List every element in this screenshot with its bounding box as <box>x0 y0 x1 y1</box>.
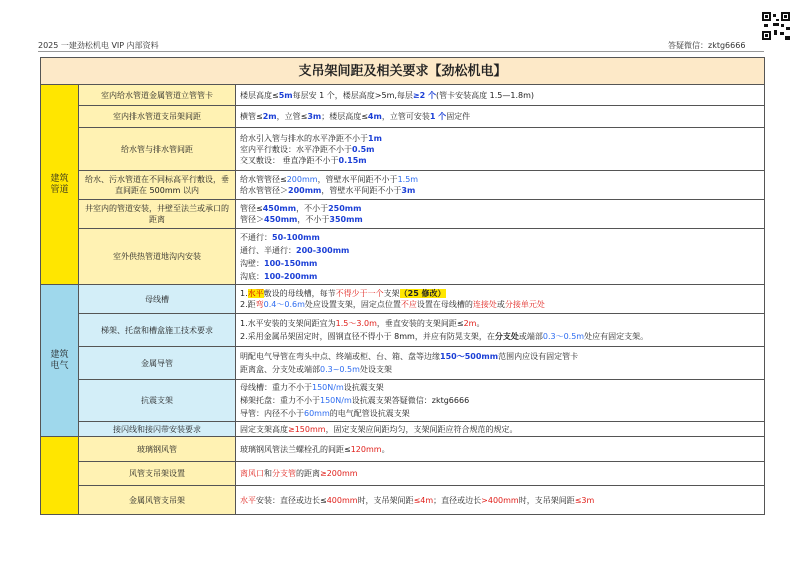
row-label-duct-support: 风管支吊架设置 <box>79 462 236 486</box>
row-label-water-riser: 室内给水管道金属管道立管管卡 <box>79 85 236 106</box>
row-label-seismic-support: 抗震支架 <box>79 380 236 422</box>
header-left-text: 2025 一建劲松机电 VIP 内部资料 <box>38 41 159 50</box>
row-label-lightning-strip: 接闪线和接闪带安装要求 <box>79 422 236 437</box>
row-label-drain-support: 室内排水管道支吊架间距 <box>79 106 236 128</box>
category-ventilation <box>41 437 79 515</box>
category-building-electric: 建筑 电气 <box>41 285 79 437</box>
row-label-frp-duct: 玻璃钢风管 <box>79 437 236 462</box>
row-label-well-flange: 井室内的管道安装，井壁至法兰或承口的距离 <box>79 200 236 229</box>
row-desc-busway: 1.水平敷设的母线槽，每节不得少于一个支架（25 修改） 2.距弯0.4～0.6m处应设置支架，固定点位置不应设置在母线槽的连接处或分接单元处 <box>236 285 765 314</box>
row-label-metal-duct-support: 金属风管支吊架 <box>79 486 236 515</box>
row-desc-drain-support: 横管≤2m，立管≤3m；楼层高度≤4m，立管可安装1 个固定件 <box>236 106 765 128</box>
row-label-supply-drain-distance: 给水管与排水管间距 <box>79 128 236 171</box>
spacing-table <box>40 57 765 515</box>
row-desc-lightning-strip: 固定支架高度≥150mm，固定支架应间距均匀，支架间距应符合规范的规定。 <box>236 422 765 437</box>
category-building-pipe: 建筑 管道 <box>41 85 79 285</box>
row-desc-duct-support: 离风口和分支管的距离≥200mm <box>236 462 765 486</box>
row-desc-supply-drain-distance: 给水引入管与排水的水平净距不小于1m 室内平行敷设：水平净距不小于0.5m 交叉敷设： 垂直净距不小于0.15m <box>236 128 765 171</box>
row-desc-parallel-laying: 给水管管径≤200mm，管壁水平间距不小于1.5m 给水管管径＞200mm，管壁水平间距不小于3m <box>236 171 765 200</box>
qr-code-icon <box>762 12 790 40</box>
row-desc-metal-duct-support: 水平安装：直径或边长≤400mm时，支吊架间距≤4m；直径或边长>400mm时，支吊架间距≤3m <box>236 486 765 515</box>
row-label-parallel-laying: 给水、污水管道在不同标高平行敷设，垂直间距在 500mm 以内 <box>79 171 236 200</box>
header-right-text: 答疑微信：zktg6666 <box>668 41 746 50</box>
row-desc-water-riser: 楼层高度≤5m每层安 1 个，楼层高度>5m,每层≥2 个(管卡安装高度 1.5—1.8m) <box>236 85 765 106</box>
row-label-metal-conduit: 金属导管 <box>79 347 236 380</box>
row-label-cable-tray: 梯架、托盘和槽盒施工技术要求 <box>79 314 236 347</box>
row-desc-heating-trench: 不通行：50-100mm 通行、半通行：200-300mm 沟壁：100-150mm 沟底：100-200mm <box>236 229 765 285</box>
row-desc-metal-conduit: 明配电气导管在弯头中点、终端或柜、台、箱、盘等边缘150～500mm范围内应设有固定管卡 距离盒、分支处或端部0.3~0.5m处设支架 <box>236 347 765 380</box>
page-title: 支吊架间距及相关要求【劲松机电】 <box>41 58 765 85</box>
row-desc-seismic-support: 母线槽：重力不小于150N/m设抗震支架 梯架托盘：重力不小于150N/m设抗震支架答疑微信：zktg6666 导管：内径不小于60mm的电气配管设抗震支架 <box>236 380 765 422</box>
row-desc-well-flange: 管径≤450mm，不小于250mm 管径＞450mm，不小于350mm <box>236 200 765 229</box>
row-desc-frp-duct: 玻璃钢风管法兰螺栓孔的间距≤120mm。 <box>236 437 765 462</box>
row-label-heating-trench: 室外供热管道地沟内安装 <box>79 229 236 285</box>
header-rule <box>38 51 764 52</box>
row-label-busway: 母线槽 <box>79 285 236 314</box>
row-desc-cable-tray: 1.水平安装的支架间距宜为1.5～3.0m，垂直安装的支架间距≤2m。 2.采用金属吊架固定时，圆钢直径不得小于 8mm，并应有防晃支架，在分支处或端部0.3～0.5m处应有固定支架。 <box>236 314 765 347</box>
